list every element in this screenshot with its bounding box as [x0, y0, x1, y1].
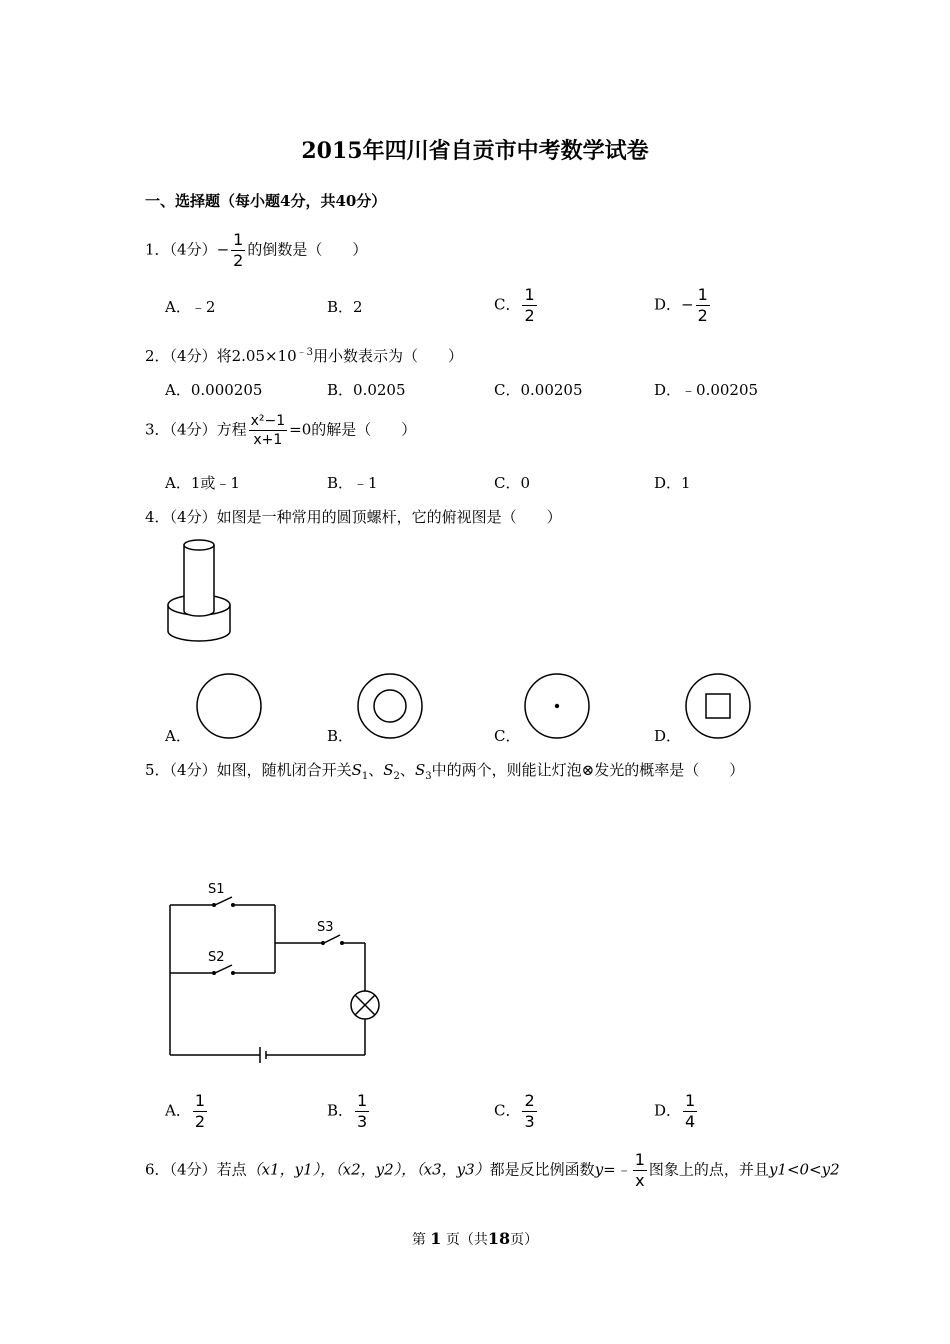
q5-c-label: C． — [494, 1101, 521, 1120]
q1-suffix: 的倒数是（ ） — [247, 240, 368, 259]
q1-prefix: 1．（4分） — [145, 240, 217, 259]
question-2 — [145, 343, 463, 366]
q1-c-num: 1 — [524, 285, 535, 304]
q5-stem-c: 发光的概率是（ ） — [594, 761, 745, 779]
q5-option-d[interactable] — [654, 1093, 699, 1130]
q1-d-num: 1 — [697, 285, 708, 304]
q3-fraction — [249, 414, 288, 447]
question-3 — [145, 414, 416, 447]
q5-s2-sub: 2 — [393, 771, 400, 782]
question-5 — [145, 759, 744, 782]
q1-option-a[interactable]: A．﹣2 — [165, 298, 216, 316]
q2-stem-b: 用小数表示为（ ） — [313, 347, 464, 365]
page-footer — [0, 1229, 950, 1249]
q5-d-den: 4 — [685, 1112, 696, 1131]
q1-fraction — [231, 232, 245, 269]
q5-s3-letter: S — [414, 761, 426, 779]
q2-option-a[interactable]: A．0.000205 — [165, 381, 263, 399]
q5-s2-letter: S — [383, 761, 394, 779]
footer-page-number: 1 — [430, 1229, 442, 1248]
q6-stem-c: 图象上的点，并且 — [648, 1160, 769, 1179]
q3-option-a[interactable]: A．1或﹣1 — [165, 474, 240, 492]
q1-c-den: 2 — [524, 306, 535, 325]
q4-option-d[interactable]: D． — [654, 727, 682, 745]
footer-post: 页） — [510, 1232, 539, 1248]
q2-option-b[interactable]: B．0.0205 — [327, 381, 406, 399]
bolt-figure — [160, 535, 240, 645]
q1-option-d-fraction — [696, 287, 710, 324]
footer-pre: 第 — [411, 1232, 426, 1248]
q5-a-num: 1 — [194, 1091, 206, 1110]
q5-d-num: 1 — [685, 1091, 696, 1110]
q4-option-c-figure — [522, 671, 592, 741]
q3-suffix: =0的解是（ ） — [289, 420, 417, 439]
q1-numerator: 1 — [233, 230, 244, 249]
q5-stem-b: 中的两个，则能让灯泡 — [431, 761, 582, 779]
q6-function: y=﹣ — [594, 1160, 631, 1179]
q3-numerator: x²−1 — [250, 413, 286, 429]
q2-stem-a: 2．（4分）将2.05×10 — [145, 347, 297, 365]
q4-option-b-figure — [355, 671, 425, 741]
switch-label-s2: S2 — [208, 950, 225, 965]
q5-option-a[interactable] — [165, 1093, 209, 1130]
q5-c-num: 2 — [524, 1091, 535, 1110]
q6-fraction — [633, 1152, 647, 1189]
q4-option-a[interactable]: A． — [165, 727, 191, 745]
q3-option-c[interactable]: C．0 — [494, 474, 531, 492]
q1-d-den: 2 — [697, 306, 708, 325]
q2-option-d[interactable]: D．﹣0.00205 — [654, 381, 759, 399]
q1-option-d-label: D． — [654, 295, 682, 314]
q5-b-label: B． — [327, 1101, 354, 1120]
q6-stem-a: 6．（4分）若点 — [145, 1160, 247, 1179]
q3-option-b[interactable]: B．﹣1 — [327, 474, 378, 492]
question-6 — [145, 1152, 840, 1189]
q6-num: 1 — [634, 1150, 645, 1169]
circuit-diagram — [160, 875, 390, 1070]
switch-label-s1: S1 — [208, 882, 225, 897]
q5-a-label: A． — [165, 1101, 191, 1120]
q1-d-minus: − — [681, 295, 694, 314]
q1-option-d[interactable] — [654, 287, 712, 324]
bulb-icon: ⊗ — [581, 761, 595, 779]
q1-option-c[interactable] — [494, 287, 539, 324]
q5-d-label: D． — [654, 1101, 682, 1120]
footer-mid: 页（共 — [445, 1232, 488, 1248]
question-1 — [145, 232, 367, 269]
q1-denominator: 2 — [233, 251, 244, 270]
section-heading: 一、选择题（每小题4分，共40分） — [145, 192, 387, 210]
q5-b-den: 3 — [357, 1112, 368, 1131]
q5-s1-sub: 1 — [361, 771, 369, 782]
q5-s3-sub: 3 — [425, 771, 432, 782]
q4-option-c[interactable]: C． — [494, 727, 521, 745]
q4-option-a-figure — [195, 671, 265, 741]
switch-label-s3: S3 — [317, 920, 334, 935]
q6-stem-b: 都是反比例函数 — [489, 1160, 595, 1179]
q2-exponent: ﹣3 — [296, 347, 314, 358]
q5-b-fraction — [355, 1093, 369, 1130]
q1-option-b[interactable]: B．2 — [327, 298, 363, 316]
q5-option-c[interactable] — [494, 1093, 539, 1130]
q3-prefix: 3．（4分）方程 — [145, 420, 247, 439]
q4-option-b[interactable]: B． — [327, 727, 354, 745]
q5-a-den: 2 — [194, 1112, 206, 1131]
q5-c-den: 3 — [524, 1112, 535, 1131]
q1-option-c-label: C． — [494, 295, 521, 314]
q1-minus: − — [216, 240, 230, 259]
q5-d-fraction — [683, 1093, 697, 1130]
q3-option-d[interactable]: D．1 — [654, 474, 691, 492]
q5-option-b[interactable] — [327, 1093, 371, 1130]
q2-option-c[interactable]: C．0.00205 — [494, 381, 583, 399]
q5-c-fraction — [522, 1093, 536, 1130]
footer-total-pages: 18 — [487, 1229, 511, 1248]
q6-den: x — [635, 1171, 645, 1190]
q5-b-num: 1 — [357, 1091, 368, 1110]
q5-sep-1: 、 — [368, 761, 384, 779]
page-title: 2015年四川省自贡市中考数学试卷 — [301, 138, 649, 164]
q1-option-c-fraction — [522, 287, 536, 324]
q5-stem-a: 5．（4分）如图，随机闭合开关 — [145, 761, 352, 779]
question-4: 4．（4分）如图是一种常用的圆顶螺杆，它的俯视图是（ ） — [145, 508, 562, 526]
q5-s1-letter: S — [351, 761, 362, 779]
q3-denominator: x+1 — [253, 432, 283, 448]
q5-a-fraction — [193, 1093, 207, 1130]
q4-option-d-figure — [683, 671, 753, 741]
q6-points: （x1，y1），（x2，y2），（x3，y3） — [246, 1160, 490, 1179]
q5-sep-2: 、 — [399, 761, 415, 779]
q6-condition: y1<0<y2 — [768, 1160, 840, 1179]
